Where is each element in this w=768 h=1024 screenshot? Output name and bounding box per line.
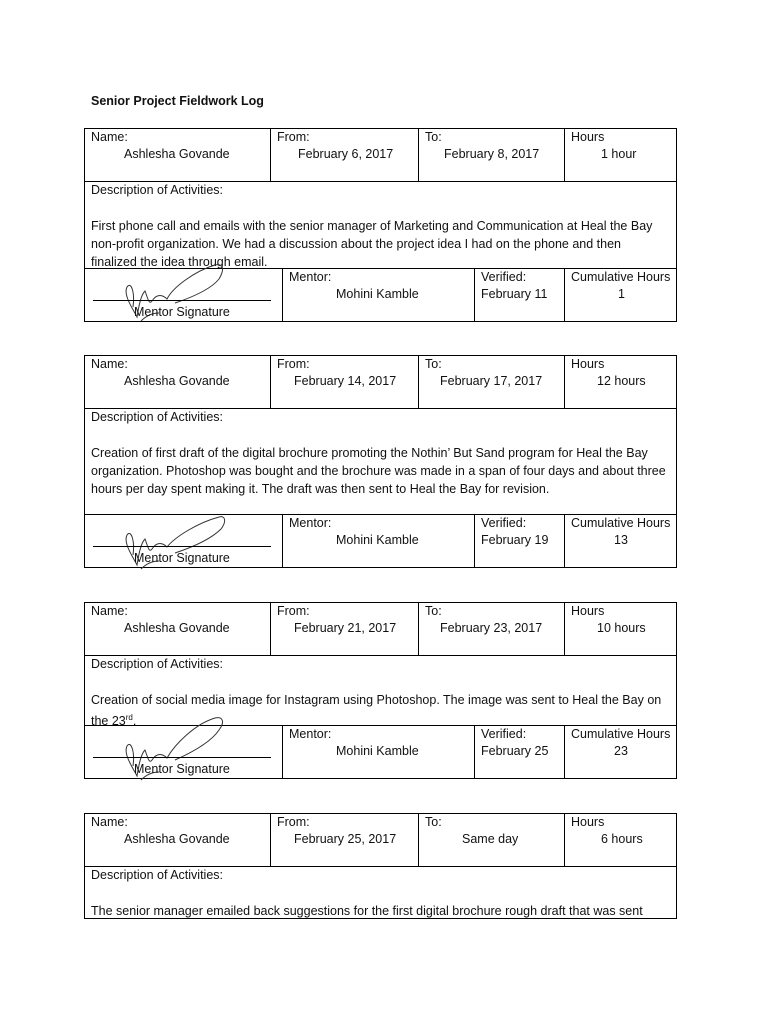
description-row (84, 409, 677, 514)
cumulative-hours-value: 13 (614, 533, 628, 547)
cumulative-hours-label: Cumulative Hours (571, 727, 671, 741)
description-label: Description of Activities: (91, 410, 223, 424)
cumulative-hours-label: Cumulative Hours (571, 516, 671, 530)
to-cell (418, 813, 564, 867)
verified-cell (474, 514, 564, 568)
verified-label: Verified: (481, 270, 527, 284)
description-label: Description of Activities: (91, 657, 223, 671)
name-label: Name: (91, 130, 128, 144)
description-text: Creation of first draft of the digital brochure promoting the Nothin’ But Sand program for Heal the Bay organization. Photoshop was bought and the brochure was made in a span of four days and about three hours per day spent making it. The draft was then sent to Heal the Bay for revision. (91, 446, 666, 496)
name-label: Name: (91, 815, 128, 829)
description-main: Creation of social media image for Instagram using Photoshop. The image was sent to Heal the Bay on the 23 (91, 693, 662, 729)
verified-value: February 25 (481, 744, 549, 758)
name-value: Ashlesha Govande (124, 832, 230, 846)
description-text: The senior manager emailed back suggestions for the first digital brochure rough draft that was sent (91, 904, 643, 918)
from-cell (270, 128, 418, 182)
entry-header-row (84, 602, 677, 656)
to-label: To: (425, 357, 442, 371)
to-value: February 23, 2017 (440, 621, 543, 635)
mentor-value: Mohini Kamble (336, 744, 419, 758)
mentor-label: Mentor: (289, 516, 332, 530)
from-label: From: (277, 604, 310, 618)
hours-value: 12 hours (597, 374, 646, 388)
from-cell (270, 813, 418, 867)
entry-header-row (84, 813, 677, 867)
description-row (84, 867, 677, 919)
entry-header-row (84, 355, 677, 409)
description-end: . (132, 714, 137, 729)
from-value: February 14, 2017 (294, 374, 397, 388)
cumulative-hours-cell (564, 514, 677, 568)
mentor-value: Mohini Kamble (336, 287, 419, 301)
verified-label: Verified: (481, 727, 527, 741)
mentor-signature-label: Mentor Signature (134, 762, 230, 776)
name-cell (84, 813, 270, 867)
name-label: Name: (91, 604, 128, 618)
to-value: Same day (462, 832, 519, 846)
from-value: February 6, 2017 (298, 147, 394, 161)
from-label: From: (277, 815, 310, 829)
signature-line (93, 300, 271, 301)
name-value: Ashlesha Govande (124, 621, 230, 635)
description-row (84, 182, 677, 268)
from-cell (270, 602, 418, 656)
verified-value: February 19 (481, 533, 549, 547)
to-value: February 17, 2017 (440, 374, 543, 388)
hours-value: 10 hours (597, 621, 646, 635)
hours-label: Hours (571, 604, 605, 618)
mentor-cell (282, 268, 474, 322)
to-cell (418, 128, 564, 182)
hours-label: Hours (571, 130, 605, 144)
to-cell (418, 602, 564, 656)
name-cell (84, 128, 270, 182)
verified-value: February 11 (481, 287, 548, 301)
to-value: February 8, 2017 (444, 147, 540, 161)
description-ordinal-suffix: rd (125, 713, 133, 722)
mentor-cell (282, 725, 474, 779)
signature-line (93, 546, 271, 547)
entry-header-row (84, 128, 677, 182)
hours-value: 1 hour (601, 147, 637, 161)
to-label: To: (425, 815, 442, 829)
from-value: February 21, 2017 (294, 621, 397, 635)
description-text: First phone call and emails with the senior manager of Marketing and Communication at Heal the Bay non-profit organization. We had a discussion about the project idea I had on the phone and then finalized the idea through email. (91, 219, 653, 269)
signature-cell (84, 268, 282, 322)
name-label: Name: (91, 357, 128, 371)
from-label: From: (277, 357, 310, 371)
hours-cell (564, 813, 677, 867)
hours-cell (564, 602, 677, 656)
hours-value: 6 hours (601, 832, 643, 846)
document-title: Senior Project Fieldwork Log (91, 94, 264, 108)
name-value: Ashlesha Govande (124, 374, 230, 388)
cumulative-hours-value: 1 (618, 287, 625, 301)
mentor-signature-label: Mentor Signature (134, 305, 230, 319)
verified-label: Verified: (481, 516, 527, 530)
to-label: To: (425, 130, 442, 144)
cumulative-hours-cell (564, 725, 677, 779)
to-cell (418, 355, 564, 409)
log-entry-2 (84, 355, 677, 568)
log-entry-4 (84, 813, 677, 919)
hours-cell (564, 128, 677, 182)
name-cell (84, 355, 270, 409)
cumulative-hours-label: Cumulative Hours (571, 270, 671, 284)
signature-cell (84, 725, 282, 779)
log-entry-1 (84, 128, 677, 322)
entry-footer-row (84, 514, 677, 568)
to-label: To: (425, 604, 442, 618)
name-cell (84, 602, 270, 656)
verified-cell (474, 725, 564, 779)
mentor-label: Mentor: (289, 270, 332, 284)
from-label: From: (277, 130, 310, 144)
description-label: Description of Activities: (91, 183, 223, 197)
cumulative-hours-value: 23 (614, 744, 628, 758)
entry-footer-row (84, 268, 677, 322)
cumulative-hours-cell (564, 268, 677, 322)
from-cell (270, 355, 418, 409)
log-entry-3 (84, 602, 677, 779)
signature-cell (84, 514, 282, 568)
from-value: February 25, 2017 (294, 832, 397, 846)
description-label: Description of Activities: (91, 868, 223, 882)
entry-footer-row (84, 725, 677, 779)
verified-cell (474, 268, 564, 322)
mentor-signature-label: Mentor Signature (134, 551, 230, 565)
name-value: Ashlesha Govande (124, 147, 230, 161)
hours-label: Hours (571, 357, 605, 371)
mentor-cell (282, 514, 474, 568)
mentor-label: Mentor: (289, 727, 332, 741)
signature-line (93, 757, 271, 758)
hours-label: Hours (571, 815, 605, 829)
hours-cell (564, 355, 677, 409)
mentor-value: Mohini Kamble (336, 533, 419, 547)
